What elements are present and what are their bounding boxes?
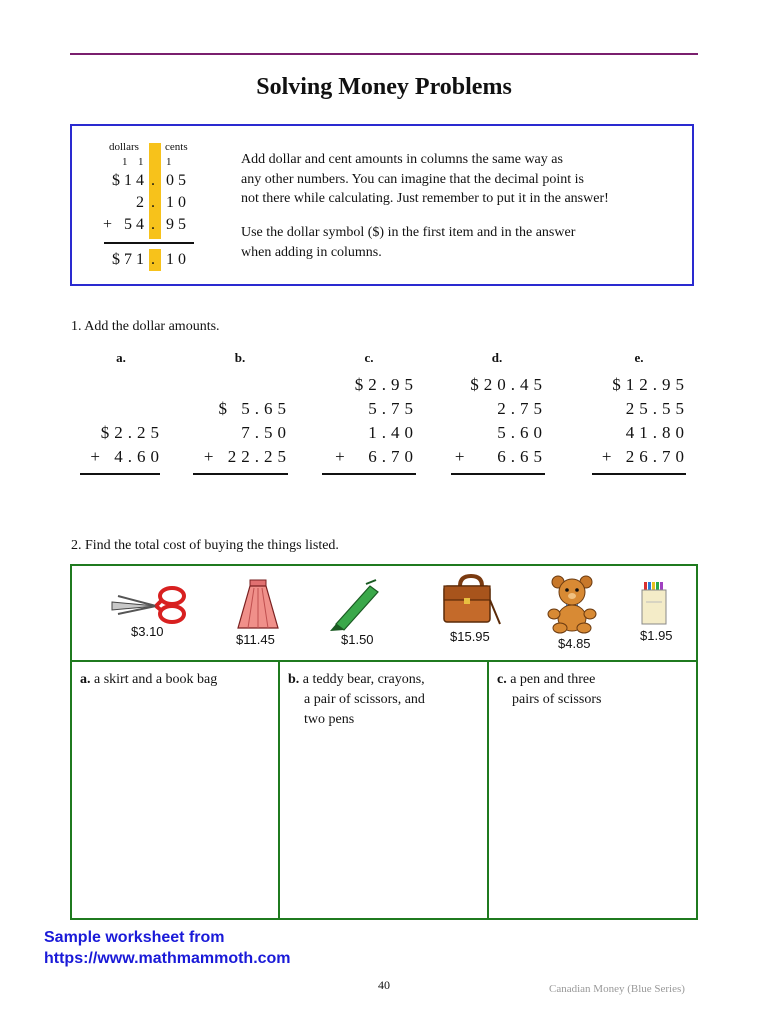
- intro-line: not there while calculating. Just remember to put it in the answer!: [241, 191, 609, 206]
- item-price: $11.45: [236, 632, 275, 647]
- skirt-icon: [234, 578, 282, 632]
- example-point-3: .: [151, 216, 159, 233]
- example-line-1-dollars: $14: [112, 172, 148, 189]
- example-answer-point: .: [151, 251, 159, 268]
- problem-line: a pen and three: [510, 672, 596, 687]
- example-answer-dollars: $71: [112, 251, 148, 268]
- pen-icon: [326, 578, 382, 632]
- column-divider: [278, 661, 280, 919]
- problem-letter-e: e.: [634, 350, 644, 365]
- example-line-3-dollars: + 54: [102, 216, 148, 233]
- addend-row: + 22.25: [203, 447, 291, 466]
- word-problem-b: [288, 670, 483, 730]
- addend-row: + 4.60: [90, 447, 164, 466]
- cents-label: cents: [165, 141, 188, 153]
- scissors-icon: [110, 584, 190, 624]
- addend-row: $12.95: [612, 375, 689, 394]
- problem-line: a pair of scissors, and: [304, 692, 425, 707]
- example-point-1: .: [151, 172, 159, 189]
- items-divider: [70, 660, 698, 662]
- dollars-label: dollars: [109, 141, 139, 153]
- addend-row: $2.25: [100, 423, 164, 442]
- example-line-3-cents: 95: [166, 216, 190, 233]
- addend-row: + 26.70: [601, 447, 689, 466]
- addend-row: 25.55: [625, 399, 689, 418]
- problem-letter-a: a.: [116, 350, 126, 365]
- problem-line: pairs of scissors: [512, 692, 602, 707]
- intro-line: Add dollar and cent amounts in columns the same way as: [241, 152, 563, 167]
- item-price: $15.95: [450, 629, 490, 644]
- addend-row: $2.95: [354, 375, 418, 394]
- problem-letter: a.: [80, 672, 91, 687]
- top-rule: [70, 53, 698, 55]
- item-price: $3.10: [131, 624, 164, 639]
- example-line-2-cents: 10: [166, 194, 190, 211]
- item-price: $1.50: [341, 632, 374, 647]
- word-problem-c: [497, 670, 692, 710]
- item-price: $1.95: [640, 628, 673, 643]
- problem-letter-b: b.: [234, 350, 246, 365]
- addend-row: 5.75: [368, 399, 418, 418]
- footer-series: Canadian Money (Blue Series): [549, 983, 685, 995]
- problem-letter: b.: [288, 672, 300, 687]
- problem-letter-d: d.: [491, 350, 503, 365]
- example-line-1-cents: 05: [166, 172, 190, 189]
- item-price: $4.85: [558, 636, 591, 651]
- crayons-icon: [640, 580, 668, 626]
- carry-1: 1: [122, 156, 128, 168]
- answer-line-a: [80, 473, 160, 475]
- addend-row: 5.60: [497, 423, 547, 442]
- intro-line: any other numbers. You can imagine that the decimal point is: [241, 171, 584, 187]
- addend-row: 7.50: [241, 423, 291, 442]
- carry-3: 1: [166, 156, 172, 168]
- answer-line-b: [193, 473, 288, 475]
- page-number: 40: [378, 978, 390, 992]
- question-1-label: 1. Add the dollar amounts.: [71, 319, 220, 334]
- book-bag-icon: [440, 574, 502, 628]
- page-title: Solving Money Problems: [256, 74, 512, 100]
- answer-line-d: [451, 473, 545, 475]
- question-2-label: 2. Find the total cost of buying the things listed.: [71, 538, 339, 553]
- example-answer-cents: 10: [166, 251, 190, 268]
- sample-link[interactable]: https://www.mathmammoth.com: [44, 950, 291, 967]
- sample-line-1: Sample worksheet from: [44, 929, 225, 946]
- intro-paragraph-2: [241, 223, 575, 262]
- problem-line: a teddy bear, crayons,: [302, 672, 425, 687]
- addend-row: 1.40: [368, 423, 418, 442]
- problem-line: two pens: [304, 712, 355, 727]
- problem-line: a skirt and a book bag: [94, 672, 218, 687]
- intro-paragraph-1: [241, 150, 609, 209]
- addend-row: 2.75: [497, 399, 547, 418]
- teddy-bear-icon: [544, 574, 600, 634]
- problem-letter-c: c.: [364, 350, 374, 365]
- intro-line: when adding in columns.: [241, 244, 382, 260]
- example-line-2-dollars: 2: [136, 194, 148, 211]
- column-divider: [487, 661, 489, 919]
- example-sum-line: [104, 242, 194, 244]
- addend-row: 41.80: [625, 423, 689, 442]
- answer-line-c: [322, 473, 416, 475]
- problem-letter: c.: [497, 672, 507, 687]
- carry-2: 1: [138, 156, 144, 168]
- addend-row: $ 5.65: [218, 399, 291, 418]
- intro-line: Use the dollar symbol ($) in the first item and in the answer: [241, 225, 576, 240]
- addend-row: + 6.70: [335, 447, 418, 466]
- addend-row: $20.45: [470, 375, 547, 394]
- sample-worksheet-note: [44, 927, 291, 969]
- answer-line-e: [592, 473, 686, 475]
- example-point-2: .: [151, 194, 159, 211]
- addend-row: + 6.65: [454, 447, 547, 466]
- word-problem-a: [80, 670, 270, 690]
